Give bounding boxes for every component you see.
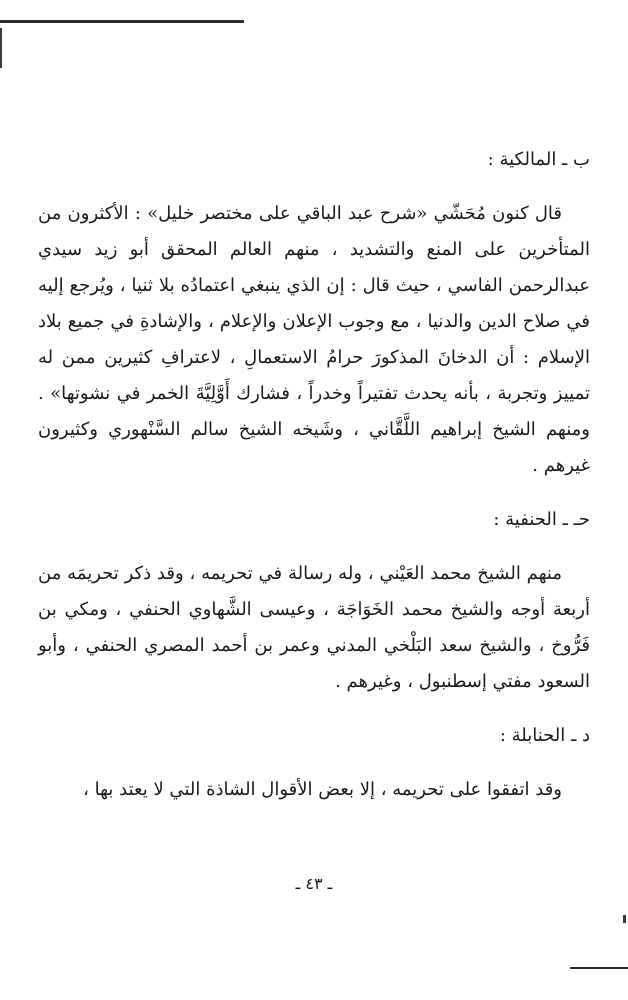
page-body — [38, 142, 590, 826]
scan-edge-rule-top — [0, 20, 244, 23]
paragraph-hanabila: وقد اتفقوا على تحريمه ، إلا بعض الأقوال الشاذة التي لا يعتد بها ، — [83, 779, 562, 800]
paragraph-malikiyya: قال كنون مُحَشّي «شرح عبد الباقي على مختصر خليل» : الأكثرون من المتأخرين على المنع والتشديد ، منهم العالم المحقق أبو زيد سيدي عبدالرحمن الفاسي ، حيث قال : إن الذي ينبغي اعتمادُه بلا ثنيا ، ويُرجع إليه في صلاح الدين والدنيا ، مع وجوب الإعلان والإعلام ، والإشادةِ في جميع بلاد الإسلام : أن الدخانَ المذكورَ حرامُ الاستعمالِ ، لاعترافِ كثيرين ممن له تمييز وتجربة ، بأنه يحدث تفتيراً وخدراً ، فشارك أَوَّلِيَّةَ الخمر في نشوتها» . ومنهم الشيخ إبراهيم اللَّقَّاني ، وشَيخه الشيخ سالم السَّنْهوري وكثيرون غيرهم . — [38, 203, 590, 476]
scan-edge-rule-bottom — [570, 967, 628, 969]
section-heading-malikiyya: ب ـ المالكية : — [487, 149, 590, 170]
paragraph-hanafiyya: منهم الشيخ محمد العَيْني ، وله رسالة في تحريمه ، وقد ذكر تحريمَه من أربعة أوجه والشيخ محمد الخَوَاجَة ، وعيسى الشَّهاوي الحنفي ، ومكي بن فَرُّوخ ، والشيخ سعد البَلْخي المدني وعمر بن أحمد المصري الحنفي ، وأبو السعود مفتي إسطنبول ، وغيرهم . — [38, 563, 590, 692]
scan-edge-mark-right — [623, 915, 626, 923]
scan-edge-mark-left — [0, 28, 2, 68]
section-heading-hanafiyya: حـ ـ الحنفية : — [493, 509, 590, 530]
section-heading-hanabila: د ـ الحنابلة : — [499, 725, 590, 746]
page-number: ـ ٤٣ ـ — [295, 874, 333, 893]
